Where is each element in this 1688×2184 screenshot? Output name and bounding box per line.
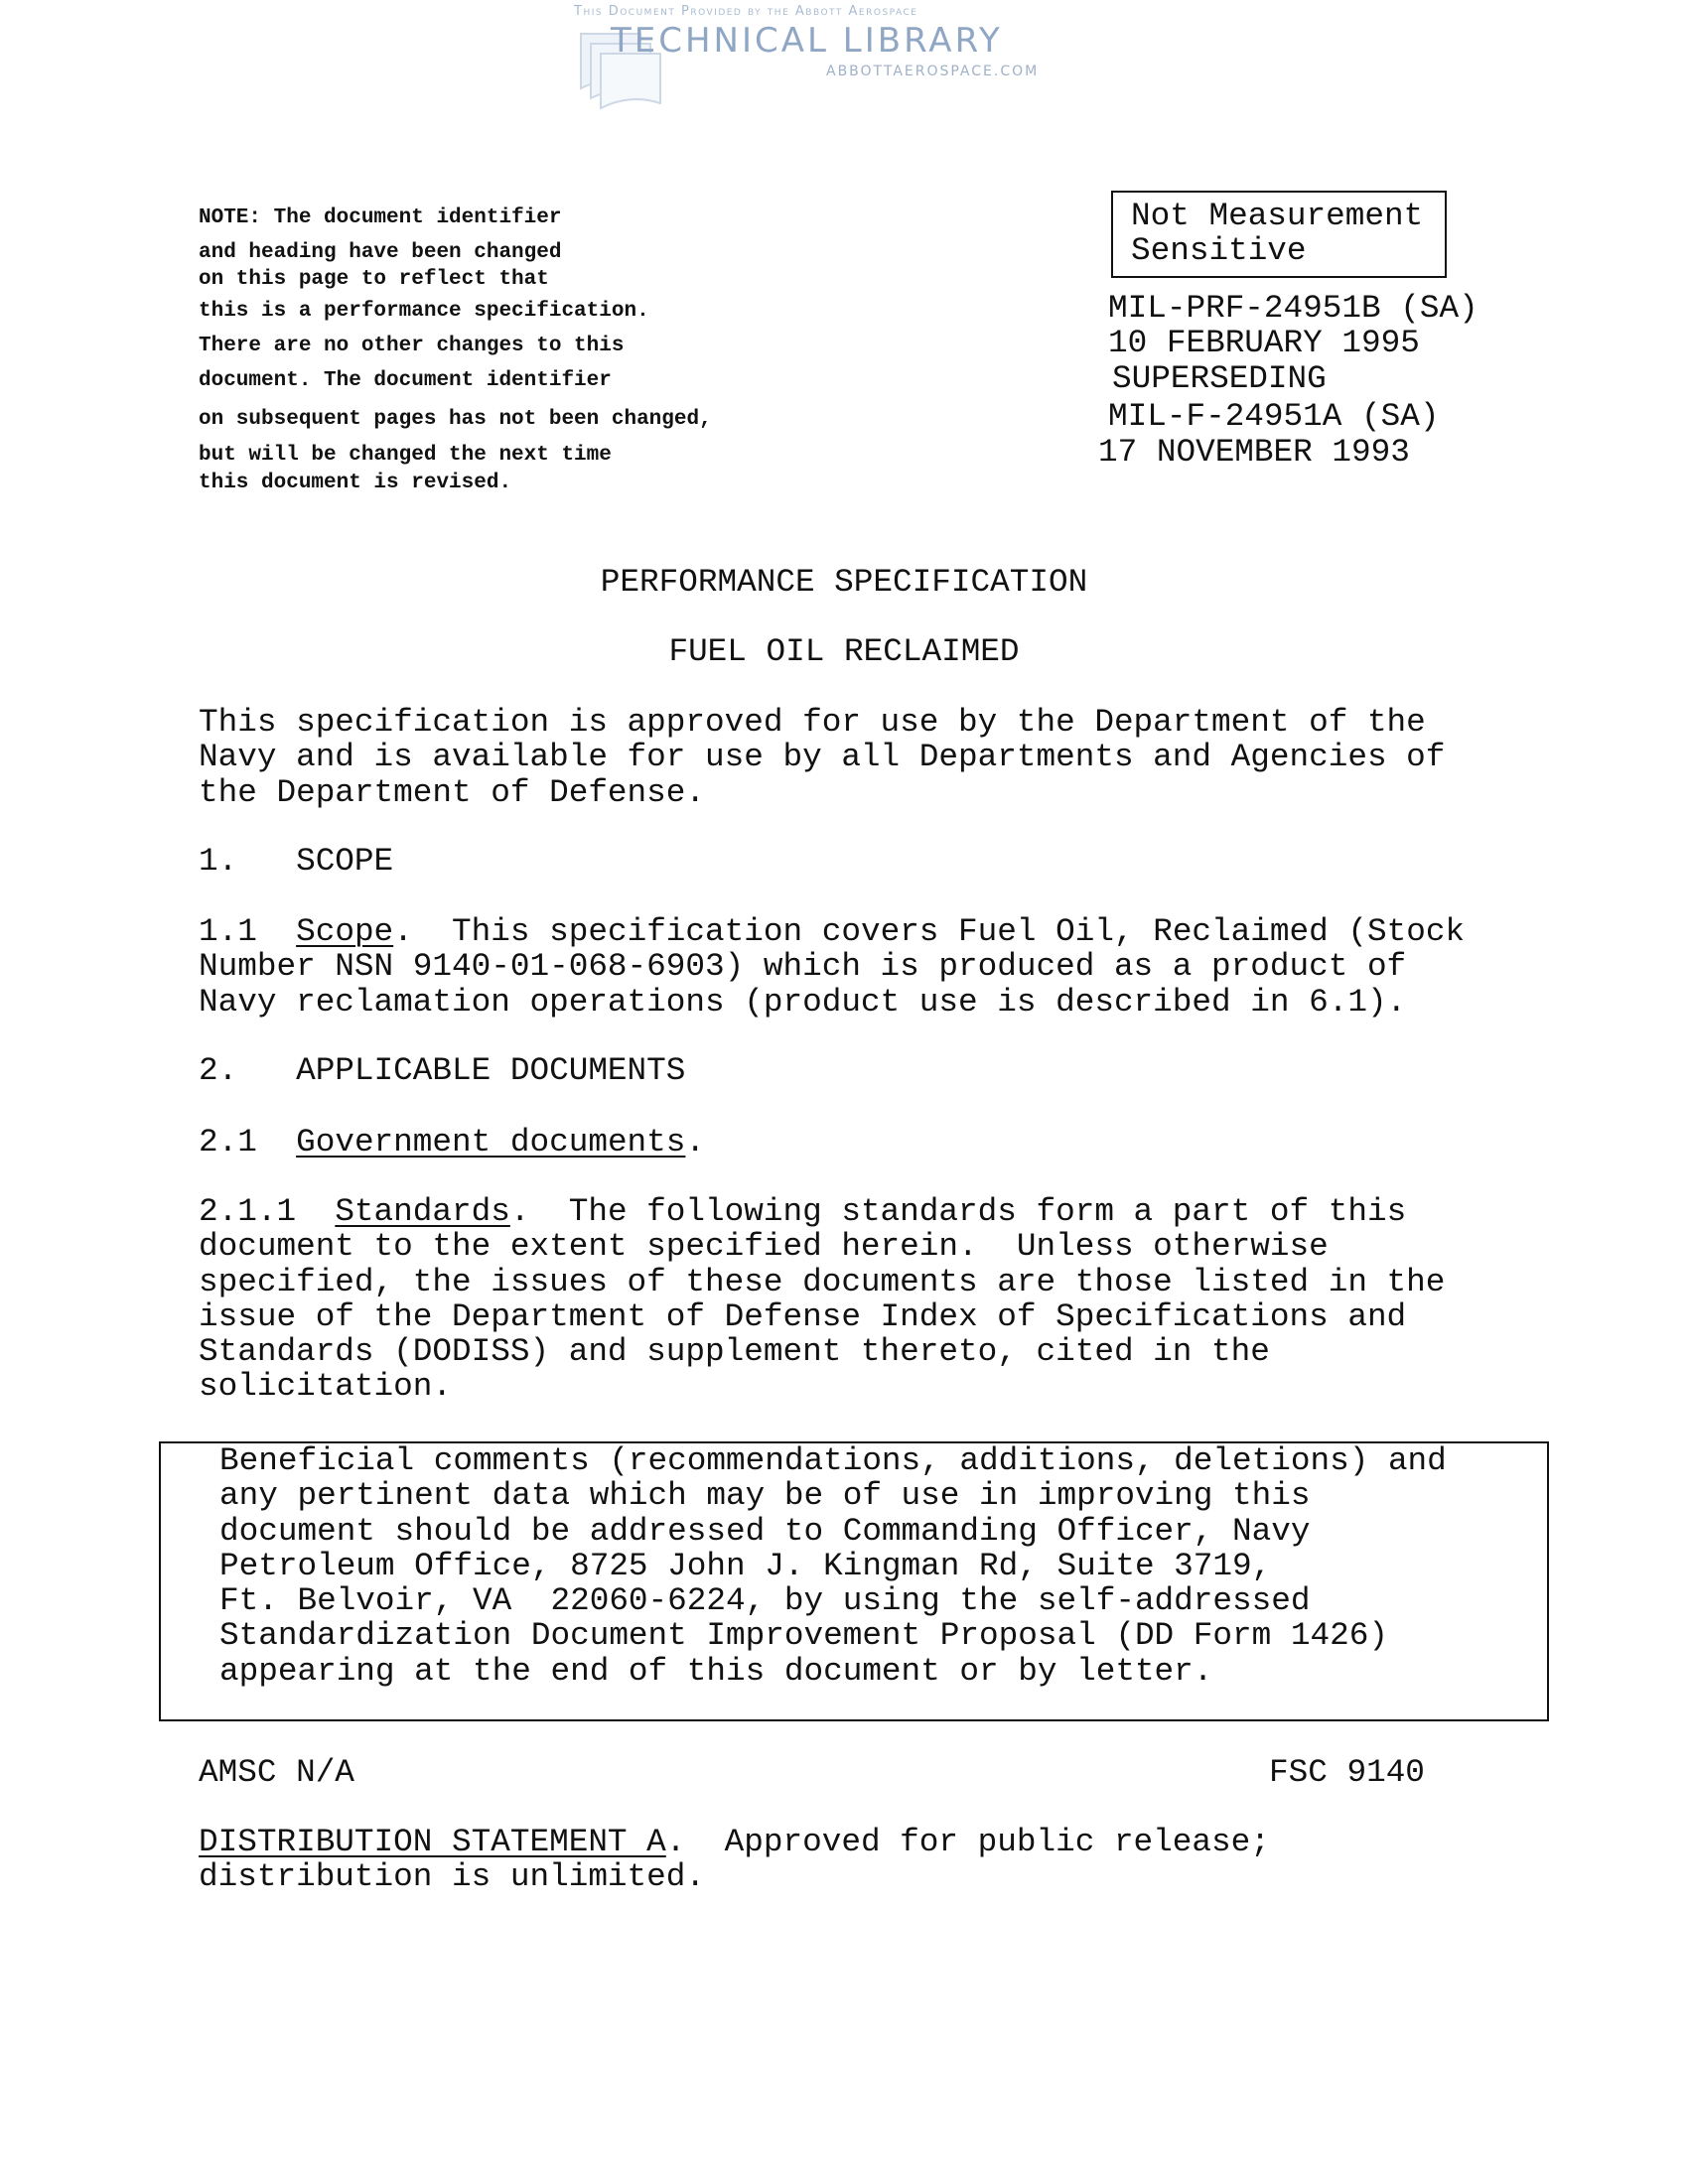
text-line: This specification is approved for use by the Department of the: [199, 704, 1426, 741]
section-number: 1.1: [199, 913, 297, 950]
section-1-heading: 1. SCOPE: [199, 843, 394, 880]
watermark-provided-by: This Document Provided by the Abbott Aerospace: [574, 4, 918, 19]
text-line: . The following standards form a part of this: [509, 1193, 1407, 1230]
beneficial-comments-box: [159, 1441, 1549, 1721]
note-line: and heading have been changed: [199, 241, 562, 264]
note-line: on this page to reflect that: [199, 268, 549, 291]
text-line: Petroleum Office, 8725 John J. Kingman Rd, Suite 3719,: [219, 1547, 1272, 1584]
text-line: Standards (DODISS) and supplement thereto, cited in the: [199, 1333, 1270, 1371]
text-line: specified, the issues of these documents are those listed in the: [199, 1263, 1446, 1300]
spec-title-heading: FUEL OIL RECLAIMED: [668, 633, 1020, 670]
old-doc-id: MIL-F-24951A (SA): [1108, 398, 1440, 435]
watermark-title: TECHNICAL LIBRARY: [611, 21, 1003, 61]
not-measurement-sensitive-box: [1111, 191, 1447, 278]
text-line: document should be addressed to Commanding Officer, Navy: [219, 1512, 1311, 1550]
approval-paragraph: [199, 705, 1445, 810]
text-line: document to the extent specified herein. Unless otherwise: [199, 1228, 1329, 1266]
watermark-logo: [566, 4, 1092, 113]
section-title: Scope: [296, 913, 394, 950]
watermark-url: ABBOTTAEROSPACE.COM: [826, 64, 1040, 79]
text-line: solicitation.: [199, 1368, 453, 1406]
note-line: this document is revised.: [199, 472, 512, 494]
box-line: Not Measurement: [1131, 198, 1424, 234]
text-line: distribution is unlimited.: [199, 1858, 706, 1896]
note-line: There are no other changes to this: [199, 335, 625, 357]
section-1-1: [199, 914, 1465, 1020]
note-line: but will be changed the next time: [199, 444, 612, 467]
note-line: this is a performance specification.: [199, 300, 649, 323]
text-line: any pertinent data which may be of use in improving this: [219, 1477, 1311, 1515]
text-line: Navy reclamation operations (product use is described in 6.1).: [199, 983, 1407, 1021]
distribution-statement: [199, 1825, 1270, 1895]
text-line: Number NSN 9140-01-068-6903) which is produced as a product of: [199, 948, 1407, 986]
text-line: Beneficial comments (recommendations, additions, deletions) and: [219, 1442, 1447, 1479]
text-line: Ft. Belvoir, VA 22060-6224, by using the self-addressed: [219, 1582, 1311, 1620]
fsc-code: FSC 9140: [1269, 1754, 1425, 1791]
section-title: Standards: [335, 1193, 510, 1230]
document-identifier: [1098, 290, 1605, 479]
superseding-label: SUPERSEDING: [1112, 360, 1327, 397]
text-line: Navy and is available for use by all Departments and Agencies of: [199, 739, 1446, 776]
section-2-heading: 2. APPLICABLE DOCUMENTS: [199, 1052, 686, 1089]
section-number: 2.1: [199, 1124, 297, 1160]
text-line: . Approved for public release;: [665, 1824, 1270, 1860]
text-line: Standardization Document Improvement Proposal (DD Form 1426): [219, 1617, 1388, 1655]
text-line: appearing at the end of this document or by letter.: [219, 1652, 1213, 1690]
section-2-1: [199, 1125, 705, 1160]
distribution-label: DISTRIBUTION STATEMENT A: [199, 1824, 666, 1860]
note-line: on subsequent pages has not been changed,: [199, 408, 712, 431]
section-number: 2.1.1: [199, 1193, 336, 1230]
box-line: Sensitive: [1131, 232, 1307, 270]
section-2-1-1: [199, 1194, 1445, 1405]
doc-id: MIL-PRF-24951B (SA): [1108, 290, 1478, 327]
amsc-code: AMSC N/A: [199, 1754, 354, 1791]
spec-type-heading: PERFORMANCE SPECIFICATION: [600, 564, 1088, 601]
section-title: Government documents: [296, 1124, 686, 1160]
text-line: . This specification covers Fuel Oil, Reclaimed (Stock: [393, 913, 1466, 950]
text-line: issue of the Department of Defense Index of Specifications and: [199, 1297, 1407, 1335]
old-doc-date: 17 NOVEMBER 1993: [1098, 434, 1410, 471]
note-line: NOTE: The document identifier: [199, 206, 562, 229]
doc-date: 10 FEBRUARY 1995: [1108, 325, 1420, 361]
text: .: [685, 1124, 706, 1160]
text-line: the Department of Defense.: [199, 773, 706, 811]
note-line: document. The document identifier: [199, 369, 612, 392]
